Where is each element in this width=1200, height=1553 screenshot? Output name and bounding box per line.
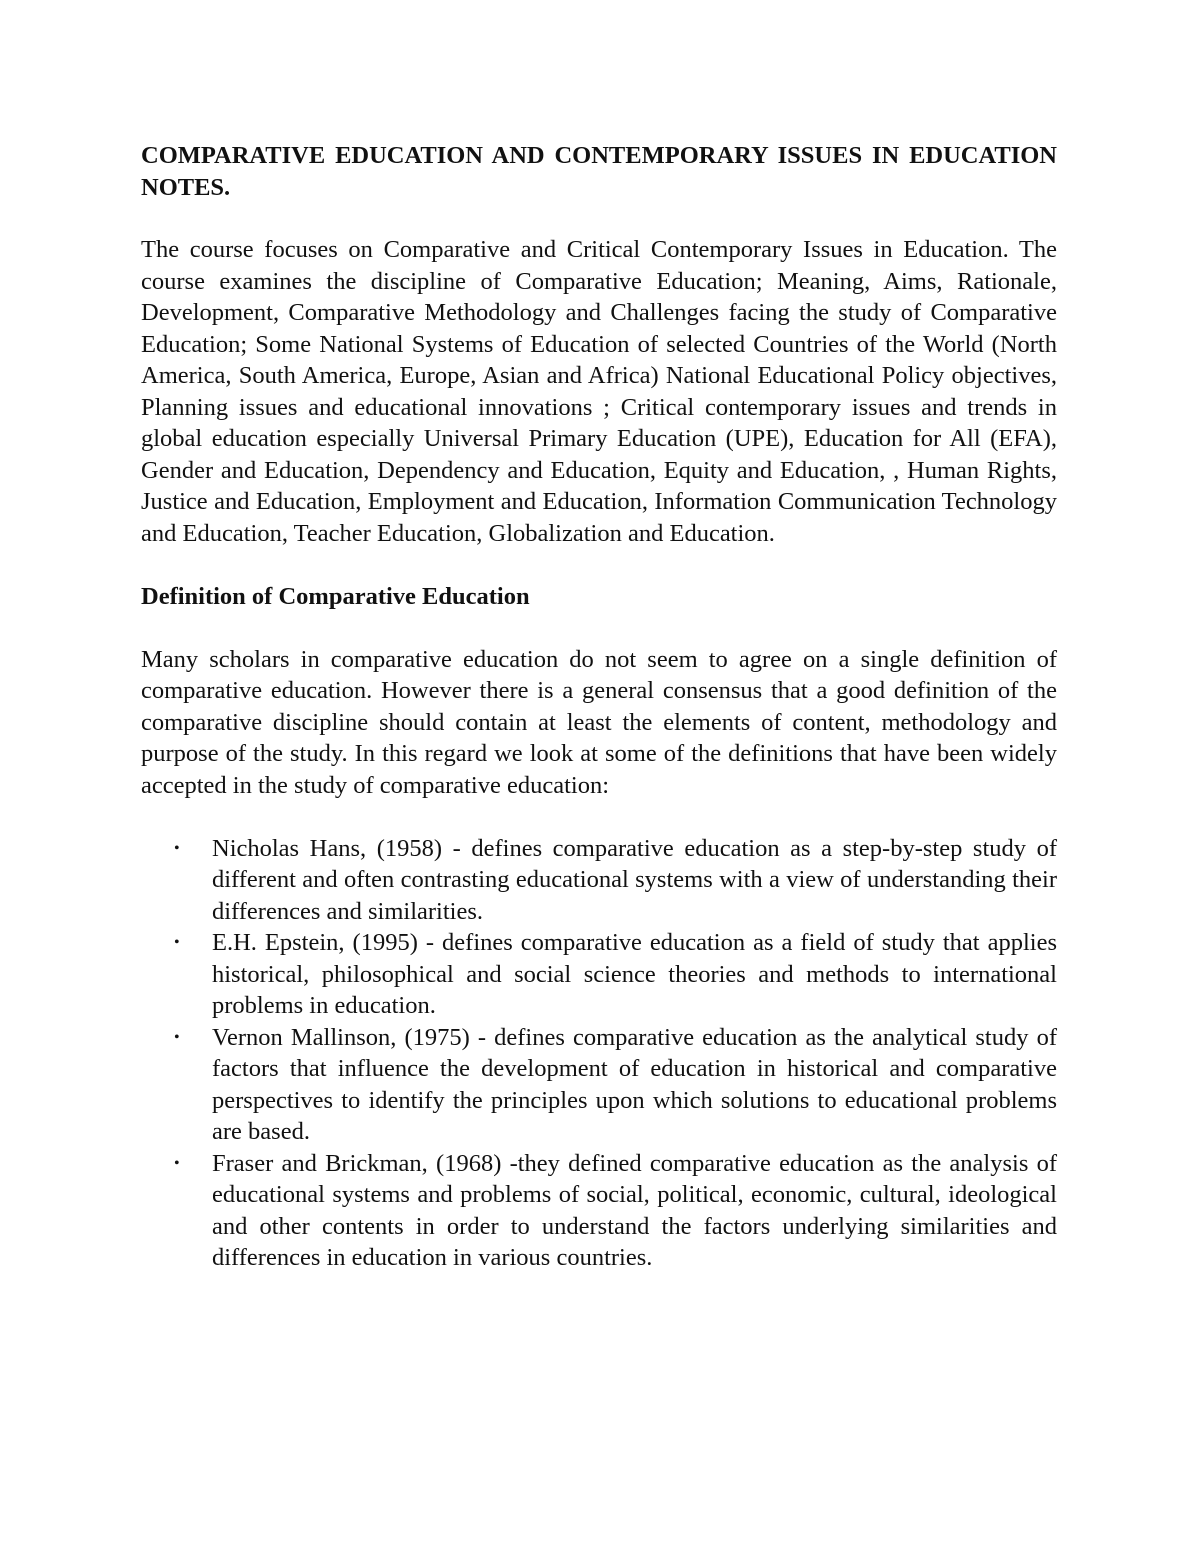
bullet-icon: • — [174, 839, 180, 857]
list-item — [174, 833, 1057, 928]
definitions-list — [141, 833, 1057, 1274]
list-item — [174, 927, 1057, 1022]
intro-paragraph: The course focuses on Comparative and Critical Contemporary Issues in Education. The course examines the discipline of Comparative Education; Meaning, Aims, Rationale, Development, Comparative Methodology and Challenges facing the study of Comparative Education; Some National Systems of Education of selected Countries of the World (North America, South America, Europe, Asian and Africa) National Educational Policy objectives, Planning issues and educational innovations ; Critical contemporary issues and trends in global education especially Universal Primary Education (UPE), Education for All (EFA), Gender and Education, Dependency and Education, Equity and Education, , Human Rights, Justice and Education, Employment and Education, Information Communication Technology and Education, Teacher Education, Globalization and Education. — [141, 236, 1057, 547]
definition-text: Nicholas Hans, (1958) - defines comparative education as a step-by-step study of different and often contrasting educational systems with a view of understanding their differences and similarities. — [212, 834, 1057, 925]
bullet-icon: • — [174, 1154, 180, 1172]
bullet-icon: • — [174, 934, 180, 951]
list-item — [174, 1148, 1057, 1274]
bullet-icon: • — [174, 1028, 180, 1046]
definition-intro-paragraph: Many scholars in comparative education do not seem to agree on a single definition of comparative education. However there is a general consensus that a good definition of the comparative discipline should contain at least the elements of content, methodology and purpose of the study. In this regard we look at some of the definitions that have been widely accepted in the study of comparative education: — [141, 645, 1057, 799]
definition-text: E.H. Epstein, (1995) - defines comparative education as a field of study that applies historical, philosophical and social science theories and methods to international problems in education. — [212, 929, 1057, 1019]
section-heading: Definition of Comparative Education — [141, 582, 530, 610]
list-item — [174, 1022, 1057, 1148]
document-title: COMPARATIVE EDUCATION AND CONTEMPORARY ISSUES IN EDUCATION NOTES. — [141, 142, 1057, 201]
definition-text: Vernon Mallinson, (1975) - defines comparative education as the analytical study of factors that influence the development of education in historical and comparative perspectives to identify the principles upon which solutions to educational problems are based. — [212, 1023, 1057, 1145]
document-page — [141, 140, 1057, 1274]
definition-text: Fraser and Brickman, (1968) -they defined comparative education as the analysis of educational systems and problems of social, political, economic, cultural, ideological and other contents in order to understand the factors underlying similarities and differences in education in various countries. — [212, 1149, 1057, 1271]
